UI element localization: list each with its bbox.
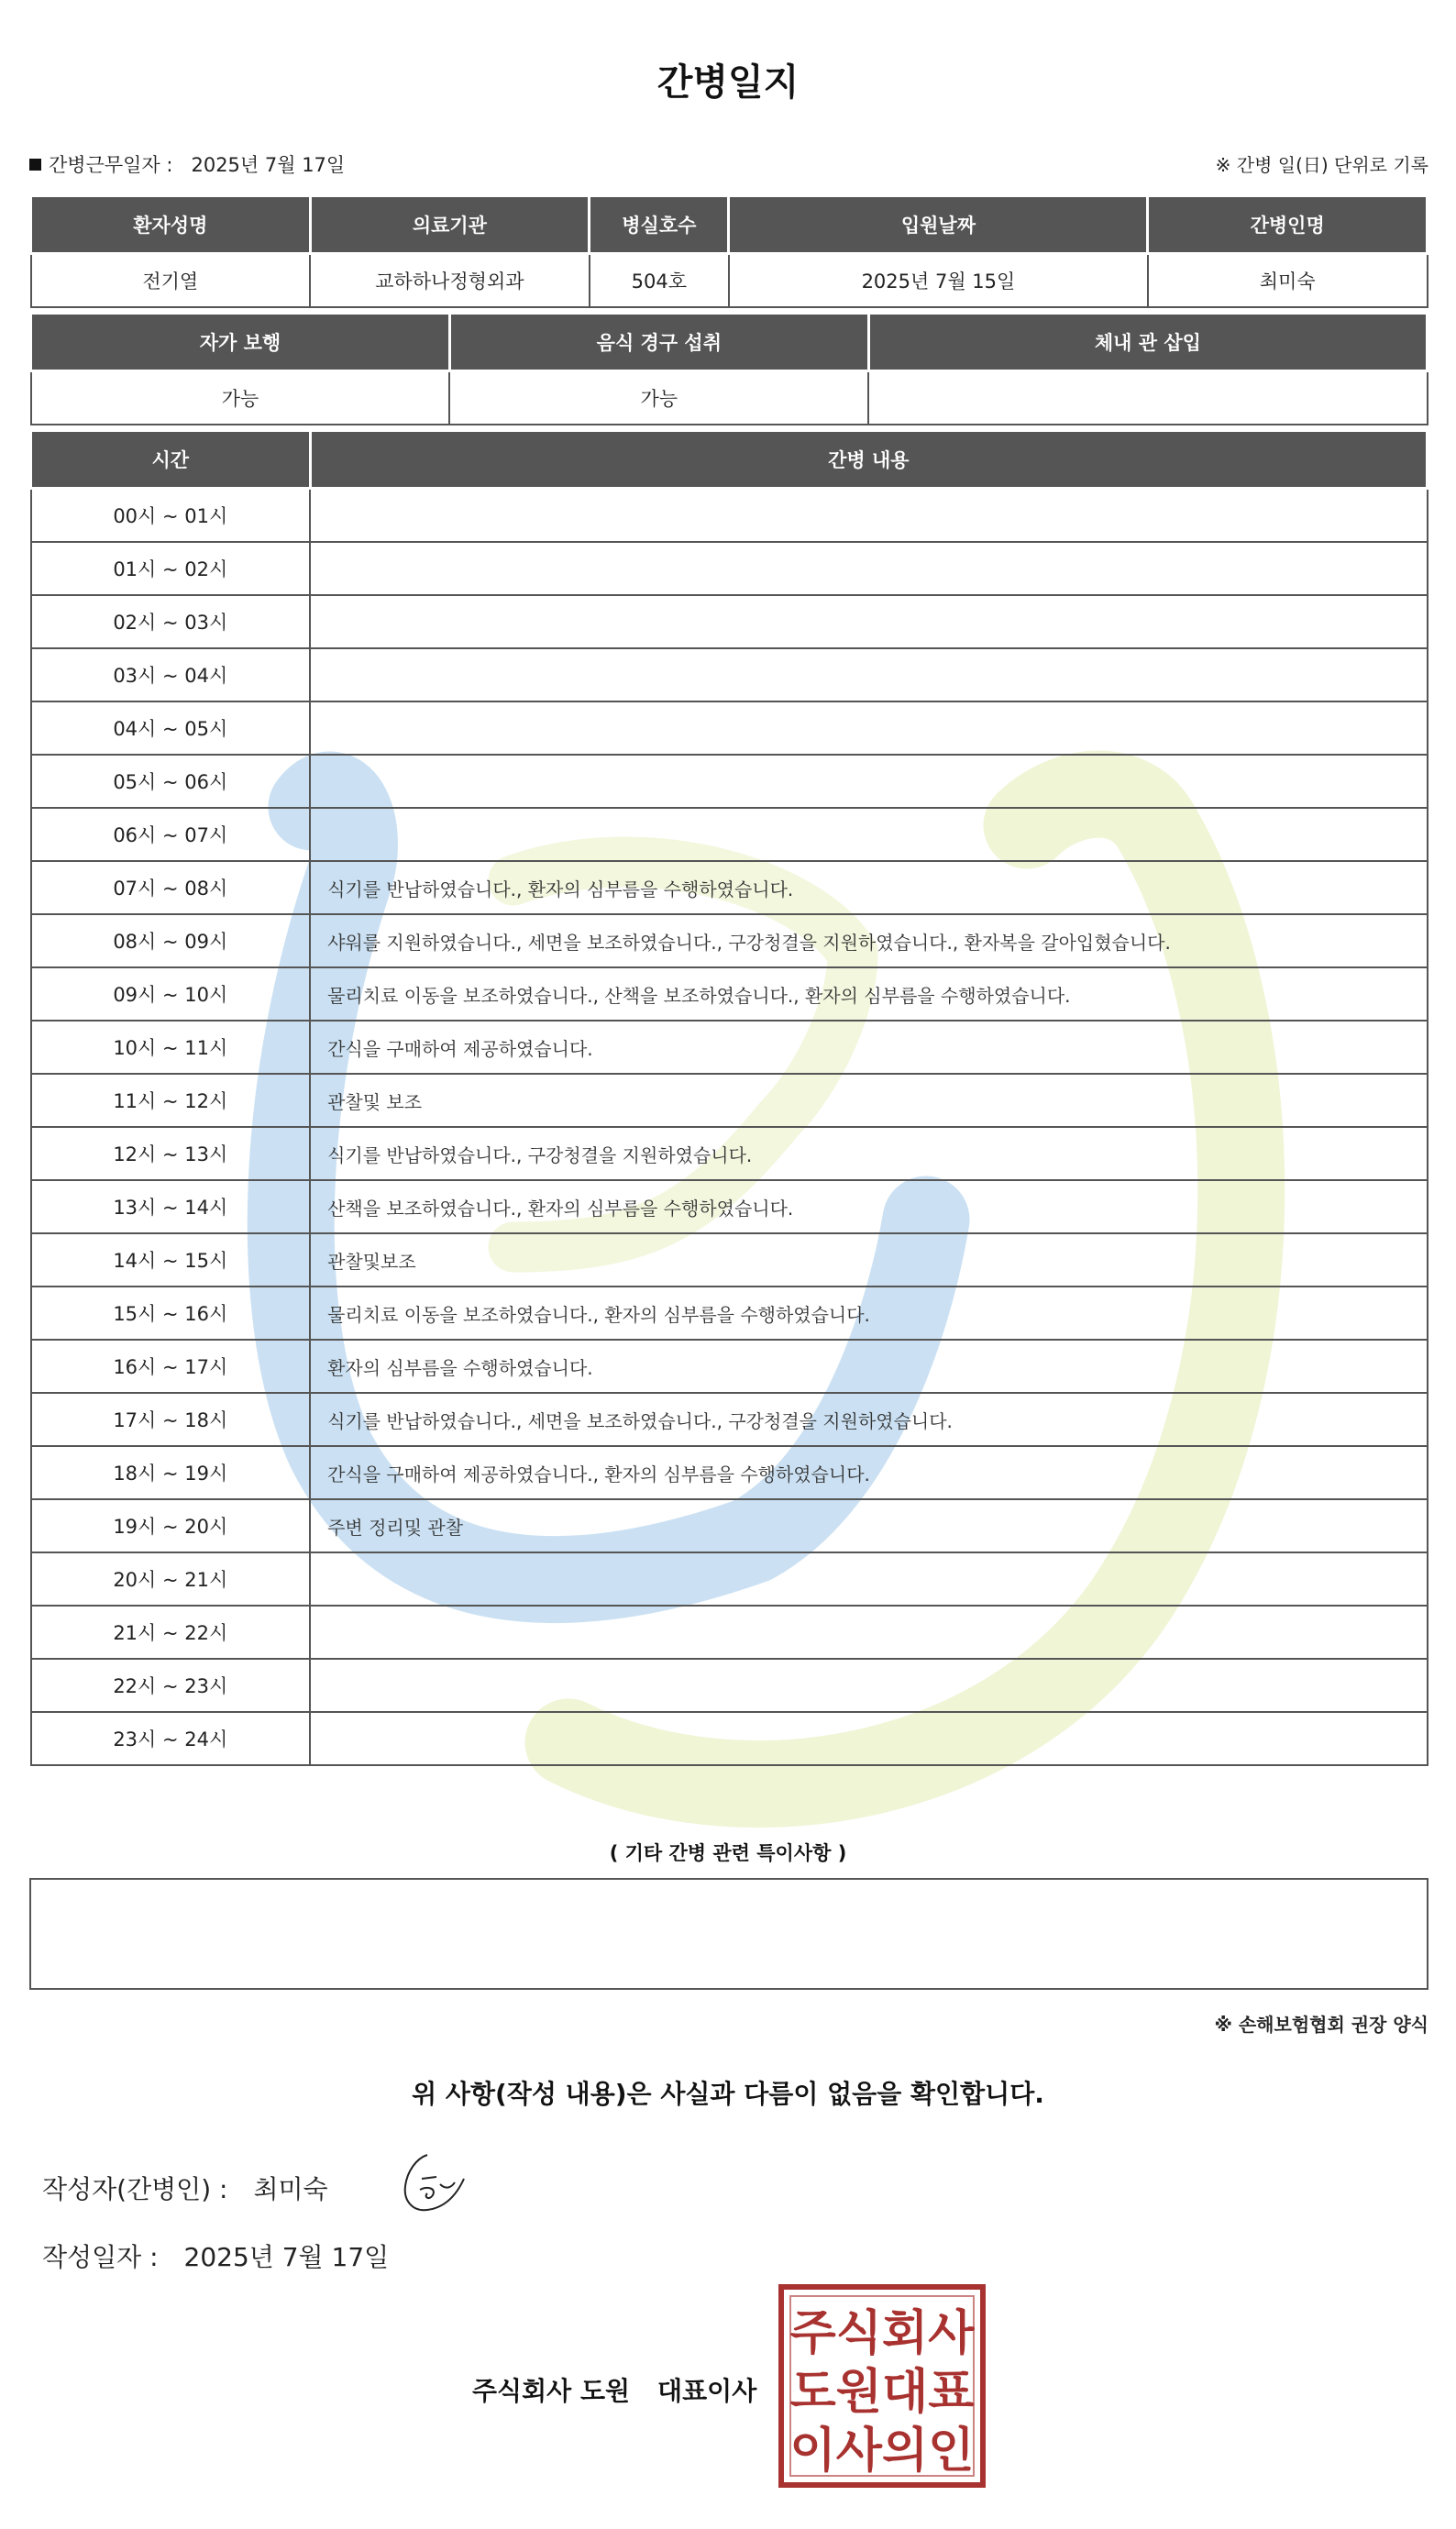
care-log-time: 12시 ~ 13시 — [31, 1127, 311, 1180]
care-log-time: 10시 ~ 11시 — [31, 1021, 311, 1074]
care-log-time: 11시 ~ 12시 — [31, 1074, 311, 1127]
header-hospital: 의료기관 — [310, 196, 590, 254]
work-date-label: 간병근무일자 : — [49, 154, 173, 176]
admission-date: 2025년 7월 15일 — [729, 254, 1148, 308]
care-log-content — [310, 701, 1427, 755]
header-room: 병실호수 — [590, 196, 729, 254]
care-log-content: 샤워를 지원하였습니다., 세면을 보조하였습니다., 구강청결을 지원하였습니다., 환자복을 갈아입혔습니다. — [310, 914, 1427, 967]
walking-status: 가능 — [31, 371, 450, 425]
header-time: 시간 — [31, 431, 311, 489]
special-notes-title: ( 기타 간병 관련 특이사항 ) — [609, 1842, 847, 1864]
patient-info-table — [29, 194, 1428, 308]
care-log-content: 간식을 구매하여 제공하였습니다. — [310, 1021, 1427, 1074]
svg-text:도원대표: 도원대표 — [789, 2365, 975, 2420]
tube-insertion-status — [868, 371, 1427, 425]
care-log-content — [310, 648, 1427, 701]
care-log-content: 물리치료 이동을 보조하였습니다., 환자의 심부름을 수행하였습니다. — [310, 1287, 1427, 1340]
care-log-time: 22시 ~ 23시 — [31, 1659, 311, 1712]
care-log-time: 16시 ~ 17시 — [31, 1340, 311, 1393]
care-log-row — [31, 1499, 1428, 1552]
company-ceo-title: 대표이사 — [657, 2376, 757, 2406]
care-log-time: 08시 ~ 09시 — [31, 914, 311, 967]
care-log-content: 식기를 반납하였습니다., 세면을 보조하였습니다., 구강청결을 지원하였습니다. — [310, 1393, 1427, 1446]
care-log-row — [31, 1393, 1428, 1446]
svg-text:주식회사: 주식회사 — [789, 2306, 975, 2361]
care-log-row — [31, 1127, 1428, 1180]
author-line — [42, 2170, 328, 2206]
author-label: 작성자(간병인) : — [42, 2174, 228, 2204]
care-log-time: 02시 ~ 03시 — [31, 595, 311, 648]
care-log-row — [31, 1712, 1428, 1765]
care-log-content: 산책을 보조하였습니다., 환자의 심부름을 수행하였습니다. — [310, 1180, 1427, 1233]
care-log-row — [31, 648, 1428, 701]
care-log-content — [310, 755, 1427, 808]
room-number: 504호 — [590, 254, 729, 308]
care-log-row — [31, 1340, 1428, 1393]
care-log-time: 18시 ~ 19시 — [31, 1446, 311, 1499]
patient-info-header-row — [31, 196, 1428, 254]
care-log-content: 식기를 반납하였습니다., 구강청결을 지원하였습니다. — [310, 1127, 1427, 1180]
patient-status-table — [29, 312, 1428, 425]
care-log-time: 13시 ~ 14시 — [31, 1180, 311, 1233]
care-log-row — [31, 914, 1428, 967]
company-seal-stamp — [778, 2283, 987, 2489]
caregiver-name: 최미숙 — [1148, 254, 1428, 308]
written-date-value: 2025년 7월 17일 — [183, 2242, 390, 2272]
care-log-content — [310, 489, 1427, 543]
care-log-content — [310, 1552, 1427, 1606]
status-header-row — [31, 314, 1428, 371]
care-log-row — [31, 1552, 1428, 1606]
care-log-time: 04시 ~ 05시 — [31, 701, 311, 755]
care-log-row — [31, 701, 1428, 755]
svg-text:이사의인: 이사의인 — [789, 2424, 975, 2479]
written-date-label: 작성일자 : — [42, 2242, 159, 2272]
header-patient-name: 환자성명 — [31, 196, 311, 254]
header-admission-date: 입원날짜 — [729, 196, 1148, 254]
work-date-value: 2025년 7월 17일 — [191, 154, 346, 176]
header-caregiver-name: 간병인명 — [1148, 196, 1428, 254]
special-notes-box — [29, 1878, 1428, 1990]
care-log-time: 09시 ~ 10시 — [31, 967, 311, 1021]
work-date-line — [29, 150, 345, 178]
care-log-row — [31, 861, 1428, 914]
care-log-row — [31, 755, 1428, 808]
care-log-content: 주변 정리및 관찰 — [310, 1499, 1427, 1552]
company-line — [472, 2371, 756, 2408]
unit-note: ※ 간병 일(日) 단위로 기록 — [1215, 154, 1428, 176]
recommendation-note: ※ 손해보험협회 권장 양식 — [1214, 2014, 1428, 2036]
header-walking: 자가 보행 — [31, 314, 450, 371]
author-name: 최미숙 — [253, 2174, 328, 2204]
care-log-row — [31, 1180, 1428, 1233]
patient-info-value-row — [31, 254, 1428, 308]
care-log-body — [31, 489, 1428, 1766]
care-log-time: 20시 ~ 21시 — [31, 1552, 311, 1606]
care-log-time: 23시 ~ 24시 — [31, 1712, 311, 1765]
written-date-line — [42, 2237, 389, 2274]
care-log-content: 간식을 구매하여 제공하였습니다., 환자의 심부름을 수행하였습니다. — [310, 1446, 1427, 1499]
care-log-row — [31, 1606, 1428, 1659]
header-care-content: 간병 내용 — [310, 431, 1427, 489]
hospital-name: 교하하나정형외과 — [310, 254, 590, 308]
care-log-row — [31, 1446, 1428, 1499]
care-log-content — [310, 1712, 1427, 1765]
care-log-row — [31, 967, 1428, 1021]
care-log-row — [31, 542, 1428, 595]
care-log-row — [31, 808, 1428, 861]
patient-name: 전기열 — [31, 254, 311, 308]
care-log-content — [310, 542, 1427, 595]
status-value-row — [31, 371, 1428, 425]
care-log-row — [31, 1074, 1428, 1127]
care-log-row — [31, 1233, 1428, 1287]
care-log-time: 06시 ~ 07시 — [31, 808, 311, 861]
care-log-content: 관찰및 보조 — [310, 1074, 1427, 1127]
care-log-row — [31, 1021, 1428, 1074]
care-log-table — [29, 429, 1428, 1766]
care-log-content: 환자의 심부름을 수행하였습니다. — [310, 1340, 1427, 1393]
care-log-time: 00시 ~ 01시 — [31, 489, 311, 543]
company-name: 주식회사 도원 — [472, 2376, 631, 2406]
care-log-row — [31, 1287, 1428, 1340]
care-log-time: 15시 ~ 16시 — [31, 1287, 311, 1340]
care-log-content — [310, 595, 1427, 648]
signature — [400, 2151, 469, 2219]
care-log-content: 관찰및보조 — [310, 1233, 1427, 1287]
care-log-row — [31, 1659, 1428, 1712]
header-tube-insertion: 체내 관 삽입 — [868, 314, 1427, 371]
care-log-content — [310, 808, 1427, 861]
care-log-content: 식기를 반납하였습니다., 환자의 심부름을 수행하였습니다. — [310, 861, 1427, 914]
care-log-time: 17시 ~ 18시 — [31, 1393, 311, 1446]
page-title: 간병일지 — [656, 61, 800, 104]
confirmation-statement: 위 사항(작성 내용)은 사실과 다름이 없음을 확인합니다. — [412, 2079, 1044, 2109]
care-log-content — [310, 1659, 1427, 1712]
care-log-row — [31, 595, 1428, 648]
care-log-content: 물리치료 이동을 보조하였습니다., 산책을 보조하였습니다., 환자의 심부름을 수행하였습니다. — [310, 967, 1427, 1021]
care-log-time: 05시 ~ 06시 — [31, 755, 311, 808]
care-log-time: 03시 ~ 04시 — [31, 648, 311, 701]
bullet-square-icon — [29, 159, 41, 171]
care-log-time: 01시 ~ 02시 — [31, 542, 311, 595]
care-log-time: 07시 ~ 08시 — [31, 861, 311, 914]
care-log-header-row — [31, 431, 1428, 489]
care-log-time: 21시 ~ 22시 — [31, 1606, 311, 1659]
care-log-time: 19시 ~ 20시 — [31, 1499, 311, 1552]
care-log-row — [31, 489, 1428, 543]
care-log-content — [310, 1606, 1427, 1659]
oral-intake-status: 가능 — [449, 371, 868, 425]
header-oral-intake: 음식 경구 섭취 — [449, 314, 868, 371]
care-log-time: 14시 ~ 15시 — [31, 1233, 311, 1287]
